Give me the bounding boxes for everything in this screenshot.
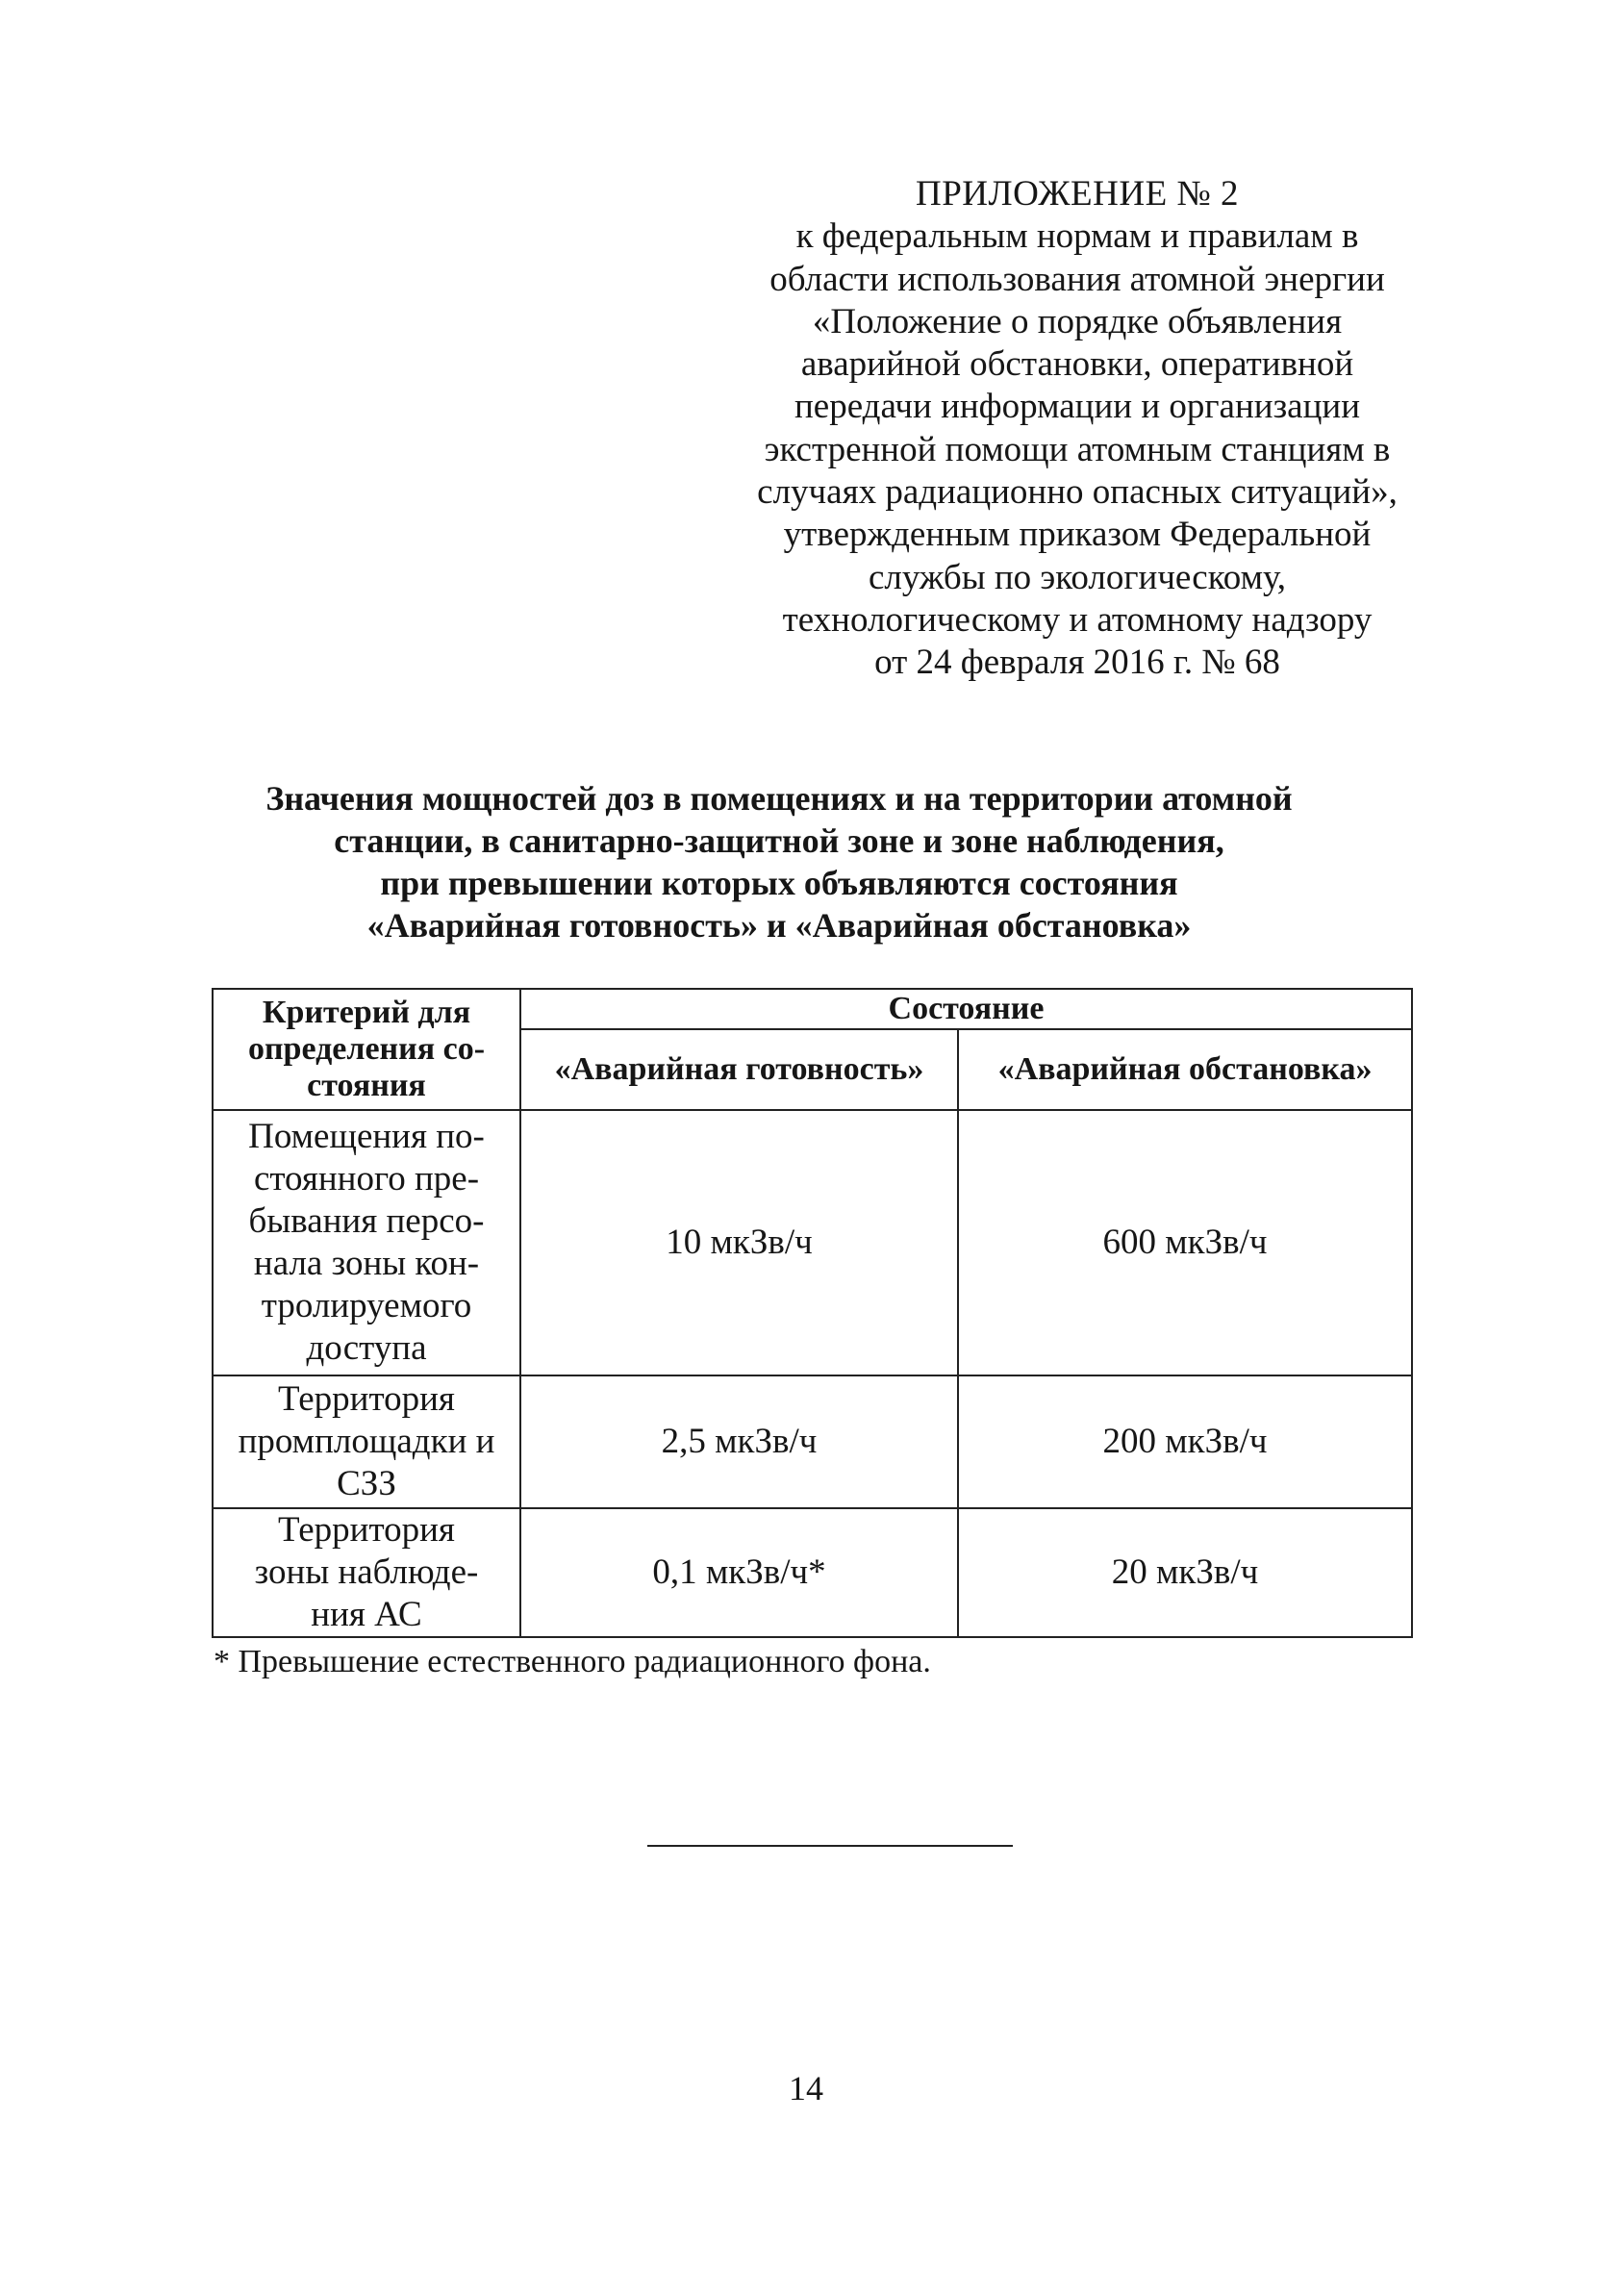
title-line: Значения мощностей доз в помещениях и на территории атомной <box>265 779 1293 818</box>
appendix-line: передачи информации и организации <box>794 387 1361 427</box>
readiness-value-cell: 2,5 мкЗв/ч <box>520 1375 958 1508</box>
appendix-heading: ПРИЛОЖЕНИЕ № 2 <box>915 174 1239 214</box>
readiness-value-cell: 0,1 мкЗв/ч* <box>520 1508 958 1637</box>
criterion-line: ния АС <box>311 1595 422 1634</box>
footnote: * Превышение естественного радиационного фона. <box>214 1644 931 1679</box>
criterion-line: Помещения по- <box>248 1117 485 1156</box>
criterion-cell <box>213 1508 520 1637</box>
appendix-line: «Положение о порядке объявления <box>812 301 1343 341</box>
separator-line <box>647 1845 1013 1847</box>
appendix-line: случаях радиационно опасных ситуаций», <box>757 472 1398 513</box>
table-row <box>213 1375 1412 1508</box>
appendix-line: к федеральным нормам и правилам в <box>795 216 1359 257</box>
criterion-line: бывания персо- <box>248 1201 485 1241</box>
criterion-line: стоянного пре- <box>253 1159 480 1198</box>
criterion-line: тролируемого <box>261 1286 472 1325</box>
page-number: 14 <box>789 2069 823 2107</box>
criterion-header-line: стояния <box>307 1068 426 1103</box>
criterion-header-line: определения со- <box>247 1031 486 1067</box>
appendix-line: службы по экологическому, <box>868 557 1287 597</box>
appendix-line: утвержденным приказом Федеральной <box>783 515 1372 555</box>
criterion-line: нала зоны кон- <box>253 1244 480 1283</box>
criterion-line: доступа <box>306 1328 427 1368</box>
criterion-line: промплощадки и <box>238 1422 495 1461</box>
criterion-line: Территория <box>278 1510 455 1550</box>
appendix-line: от 24 февраля 2016 г. № 68 <box>874 643 1280 683</box>
title-line: при превышении которых объявляются состояния <box>380 864 1178 902</box>
readiness-column-header: «Аварийная готовность» <box>520 1029 958 1110</box>
readiness-value-cell: 10 мкЗв/ч <box>520 1110 958 1375</box>
dose-rate-table <box>212 988 1413 1638</box>
criterion-line: СЗЗ <box>337 1464 396 1503</box>
appendix-line: экстренной помощи атомным станциям в <box>764 429 1391 469</box>
criterion-header <box>213 989 520 1110</box>
criterion-cell <box>213 1375 520 1508</box>
appendix-line: аварийной обстановки, оперативной <box>800 344 1354 385</box>
criterion-line: зоны наблюде- <box>254 1552 479 1592</box>
emergency-value-cell: 20 мкЗв/ч <box>958 1508 1412 1637</box>
criterion-header-line: Критерий для <box>262 995 471 1030</box>
table-row <box>213 1508 1412 1637</box>
emergency-column-header: «Аварийная обстановка» <box>958 1029 1412 1110</box>
criterion-line: Территория <box>278 1379 455 1419</box>
criterion-cell <box>213 1110 520 1375</box>
table-row <box>213 1110 1412 1375</box>
appendix-block <box>731 173 1424 685</box>
title-line: станции, в санитарно-защитной зоне и зоне наблюдения, <box>334 821 1224 860</box>
appendix-line: технологическому и атомному надзору <box>782 599 1373 640</box>
state-header: Состояние <box>520 989 1412 1029</box>
appendix-line: области использования атомной энергии <box>769 259 1385 299</box>
document-title <box>154 777 1404 946</box>
emergency-value-cell: 600 мкЗв/ч <box>958 1110 1412 1375</box>
emergency-value-cell: 200 мкЗв/ч <box>958 1375 1412 1508</box>
title-line: «Аварийная готовность» и «Аварийная обстановка» <box>366 906 1192 945</box>
